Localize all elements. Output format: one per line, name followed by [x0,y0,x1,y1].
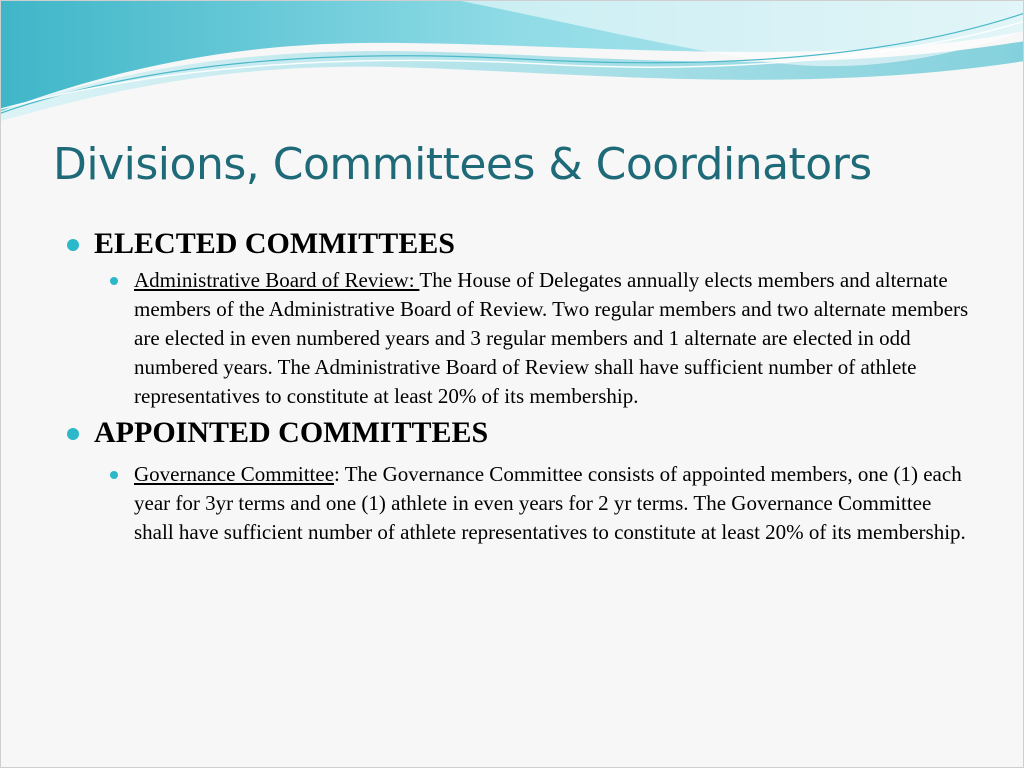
bullet-icon [110,471,118,479]
section-heading-text: ELECTED COMMITTEES [94,227,455,260]
section-heading-elected [61,225,981,263]
header-wave-decoration [1,1,1024,131]
item-text: The House of Delegates annually elects members and alternate members of the Administrative Board of Review. Two regular members and two alternate members are elected in even numbered years and 3 regular members and 1 alternate are elected in odd numbered years. The Administrative Board of Review shall have sufficient number of athlete representatives to constitute at least 20% of its membership. [134,268,969,408]
bullet-icon [110,277,118,285]
item-text: : The Governance Committee consists of appointed members, one (1) each year for 3yr terms and one (1) athlete in even years for 2 yr terms. The Governance Committee shall have sufficient number of athlete representatives to constitute at least 20% of its membership. [134,462,966,544]
item-label: Administrative Board of Review: [134,268,420,292]
slide-content [61,225,981,547]
section-heading-appointed [61,414,981,452]
list-item-governance-committee [134,460,974,547]
bullet-icon [67,239,79,251]
slide-title: Divisions, Committees & Coordinators [53,139,872,190]
item-label: Governance Committee [134,462,335,486]
section-heading-text: APPOINTED COMMITTEES [94,416,489,449]
list-item-administrative-board [134,266,974,411]
bullet-icon [67,428,79,440]
